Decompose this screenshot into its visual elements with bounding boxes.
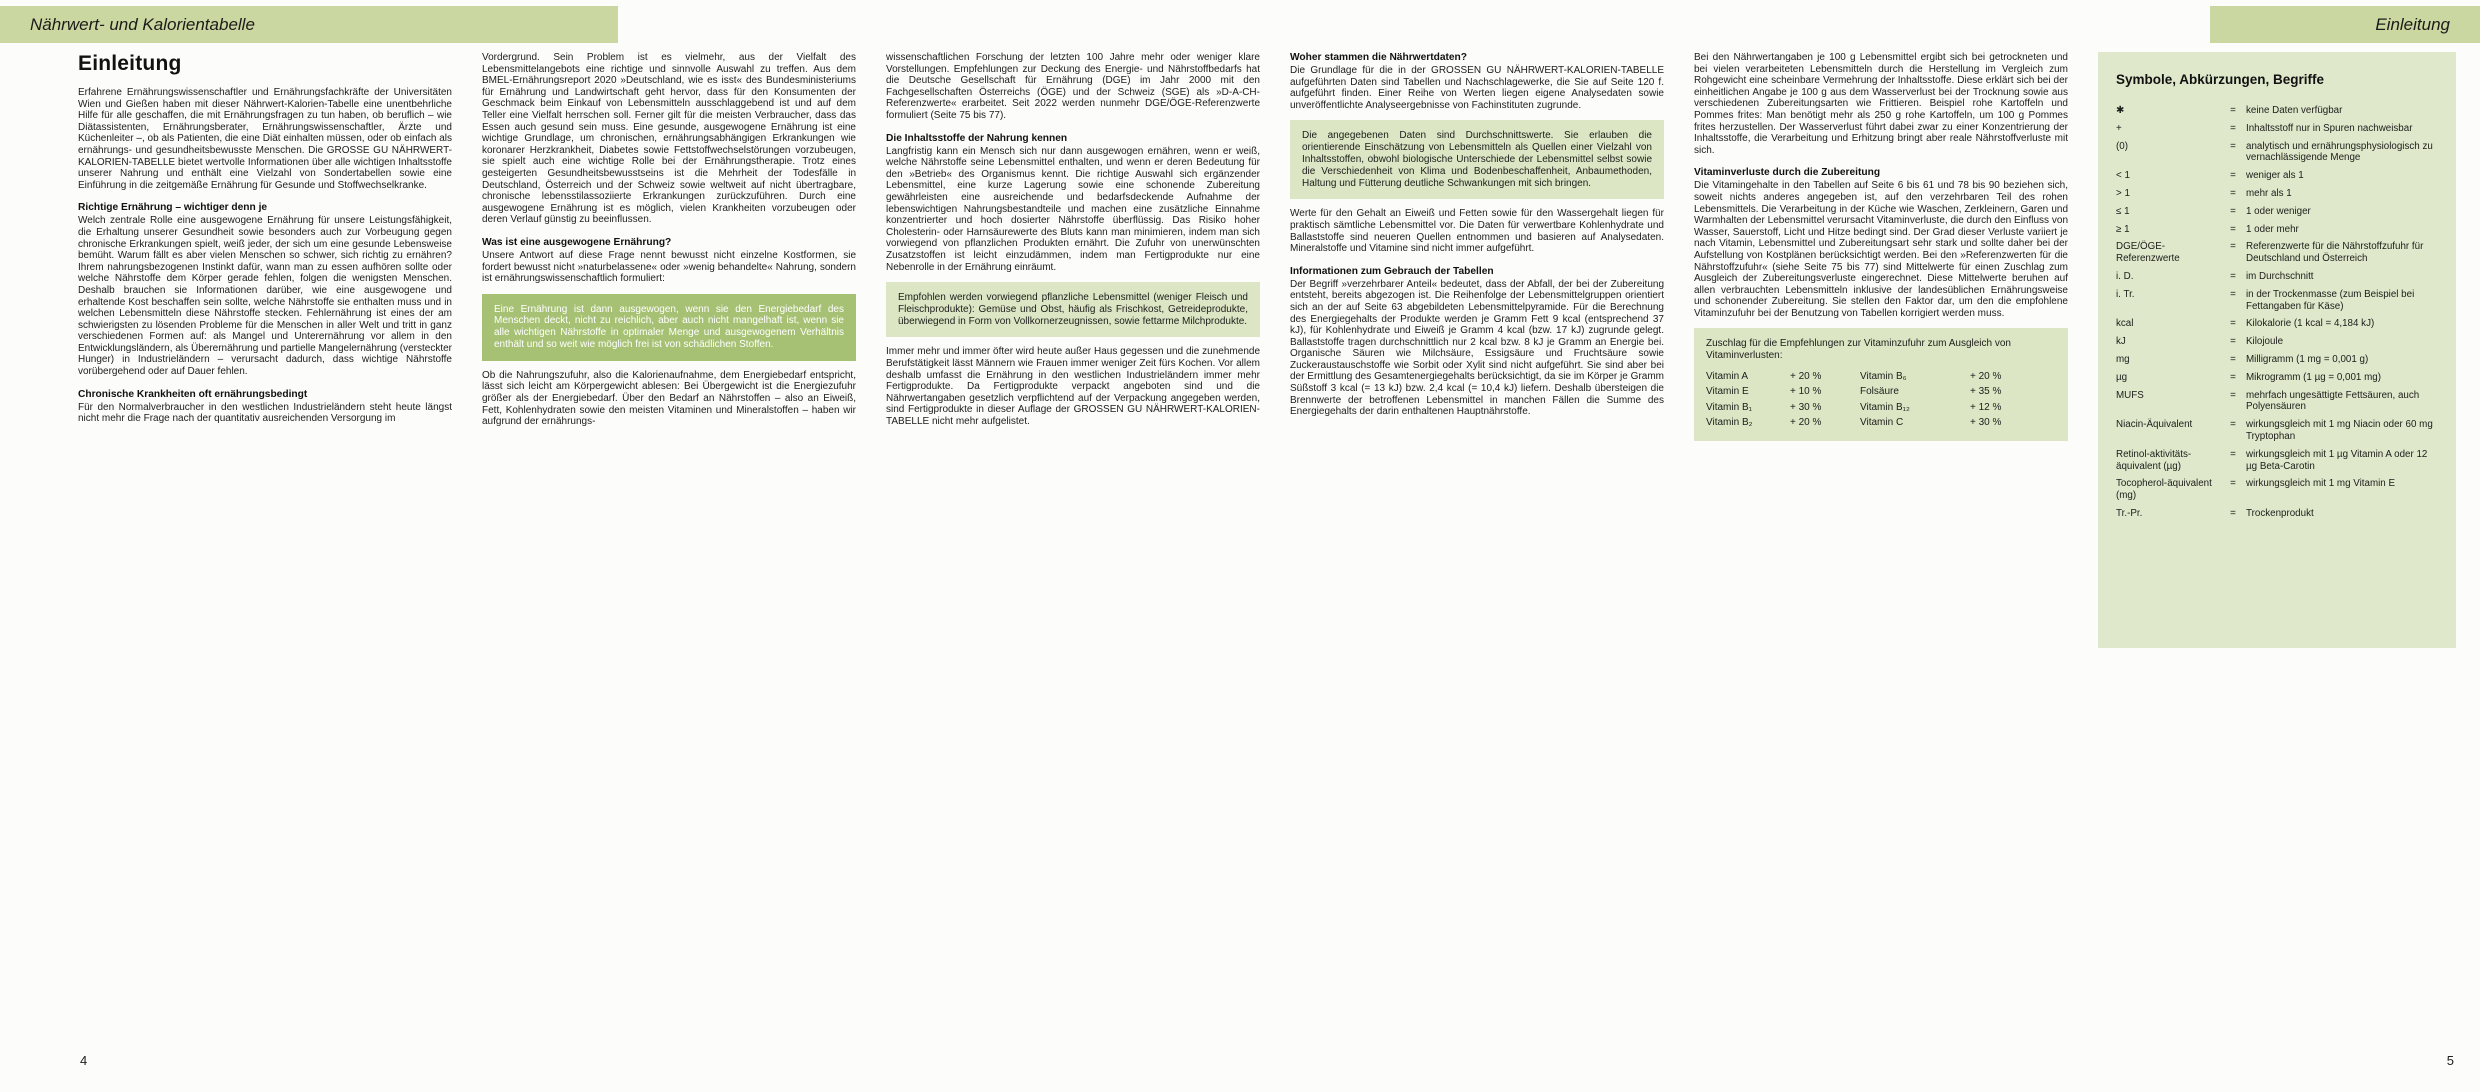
legend-symbol: Niacin-Äquivalent	[2116, 419, 2193, 431]
legend-row	[2116, 419, 2440, 443]
recommendation-box: Empfohlen werden vorwiegend pflanzliche Lebensmittel (weniger Fleisch und Fleischprodukte): Gemüse und Obst, häufig als Frischkost, Getreideprodukte, überwiegend in Form von Vollkornerzeugnissen, sowie fettarme Milchprodukte.	[886, 282, 1260, 337]
legend-definition: 1 oder mehr	[2246, 223, 2299, 235]
legend-row	[2116, 141, 2440, 165]
section-heading: Was ist eine ausgewogene Ernährung?	[482, 236, 672, 248]
vitamin-surcharge-value: + 35 %	[1970, 386, 2002, 398]
legend-row	[2116, 271, 2440, 283]
book-title: Nährwert- und Kalorientabelle	[30, 14, 255, 34]
legend-symbol: +	[2116, 122, 2122, 134]
paragraph: Unsere Antwort auf diese Frage nennt bewusst nicht einzelne Kostformen, sie fordert bewusst nicht »naturbelassene« oder »wenig behandelte« Nahrung, sondern ist ernährungswissenschaftlich formuliert:	[482, 249, 856, 285]
page-number-left: 4	[80, 1053, 88, 1068]
paragraph: Immer mehr und immer öfter wird heute außer Haus gegessen und die zunehmende Berufstätigkeit lässt Männern wie Frauen immer weniger Zeit fürs Kochen. Vor allem deshalb umfasst die Ernährung in den westlichen Industrieländern immer mehr Fertigprodukte. Da Fertigprodukte verpackt angeboten sind und die Nährwertangaben gesetzlich verpflichtend auf der Verpackung angegeben werden, sind Fertigprodukte in dieser Auflage der GROSSEN GU NÄHRWERT-KALORIEN-TABELLE nicht mehr aufgelistet.	[886, 346, 1260, 428]
section-heading: Richtige Ernährung – wichtiger denn je	[78, 202, 268, 214]
legend-row	[2116, 224, 2440, 236]
legend-symbol: kJ	[2116, 336, 2126, 348]
spread-content	[78, 52, 2456, 648]
section-heading: Chronische Krankheiten oft ernährungsbedingt	[78, 388, 308, 400]
legend-definition: mehr als 1	[2246, 187, 2292, 199]
vitamin-name: Vitamin C	[1860, 417, 1904, 429]
vitamin-surcharge-intro: Zuschlag für die Empfehlungen zur Vitaminzufuhr zum Ausgleich von Vitaminverlusten:	[1706, 338, 2011, 362]
legend-symbol: i. Tr.	[2116, 288, 2135, 300]
legend-row	[2116, 478, 2440, 502]
vitamin-surcharge-value: + 30 %	[1790, 401, 1822, 413]
running-head-left	[0, 6, 618, 43]
vitamin-surcharge-value: + 20 %	[1970, 370, 2002, 382]
vitamin-row	[1706, 400, 2056, 416]
running-head-right	[2210, 6, 2480, 43]
legend-definition: mehrfach ungesättigte Fettsäuren, auch Polyensäuren	[2246, 389, 2420, 413]
legend-rows	[2116, 105, 2440, 520]
legend-definition: im Durchschnitt	[2246, 270, 2314, 282]
vitamin-surcharge-value: + 20 %	[1790, 370, 1822, 382]
vitamin-surcharge-value: + 12 %	[1970, 401, 2002, 413]
legend-symbol: < 1	[2116, 170, 2130, 182]
legend-row	[2116, 390, 2440, 414]
equals-sign: =	[2230, 318, 2236, 330]
equals-sign: =	[2230, 353, 2236, 365]
legend-row	[2116, 508, 2440, 520]
legend-symbol: kcal	[2116, 318, 2134, 330]
vitamin-name: Vitamin B₂	[1706, 417, 1753, 429]
legend-row	[2116, 336, 2440, 348]
legend-row	[2116, 170, 2440, 182]
legend-definition: Referenzwerte für die Nährstoffzufuhr für Deutschland und Österreich	[2246, 241, 2424, 265]
legend-row	[2116, 241, 2440, 265]
column-1	[78, 52, 452, 425]
legend-row	[2116, 105, 2440, 117]
equals-sign: =	[2230, 140, 2236, 152]
paragraph: Erfahrene Ernährungswissenschaftler und Ernährungsfachkräfte der Universitäten Wien und Gießen haben mit dieser Nährwert-Kalorien-Tabelle eine unentbehrliche Hilfe für alle geschaffen, die mit Ernährungsfragen zu tun haben, ob beruflich – wie Diätassistenten, Ernährungsberater, Ernährungswissenschaftler, Ärzte und Küchenleiter –, ob als Patienten, die eine Diät einhalten müssen, oder ob einfach als ernährungs- und gesundheitsbewusste Menschen. Die GROSSE GU NÄHRWERT-KALORIEN-TABELLE bietet wertvolle Informationen über alle wichtigen Inhaltsstoffe unserer Nahrung und enthält eine Vielzahl von Sondertabellen sowie eine Einführung in die zeitgemäße Ernährung für Gesunde und Stoffwechselkranke.	[78, 87, 452, 191]
legend-row	[2116, 318, 2440, 330]
paragraph: Bei den Nährwertangaben je 100 g Lebensmittel ergibt sich bei getrockneten und bei vielen verarbeiteten Lebensmitteln durch die Herstellung im Vergleich zum Rohgewicht eine scheinbare Vermehrung der Inhaltsstoffe. Diese erklärt sich bei der einheitlichen Angabe je 100 g aus dem Wasserverlust bei der Trocknung sowie aus verschiedenen Zubereitungsarten wie Frittieren. Beispiel rohe Kartoffeln und Pommes frites: Man benötigt mehr als 250 g rohe Kartoffeln, um 100 g Pommes frites herzustellen. Der Wasserverlust führt dabei zwar zu einer Konzentrierung der Inhaltsstoffe, die Verarbeitung und Erhitzung bringt aber reale Nährstoffverluste mit sich.	[1694, 52, 2068, 156]
average-values-box: Die angegebenen Daten sind Durchschnittswerte. Sie erlauben die orientierende Einschätzung von Lebensmitteln als Quellen einer Vielzahl von Inhaltsstoffen, obwohl biologische Unterschiede der Lebensmittel selbst sowie die Verschiedenheit von Klima und Bodenbeschaffenheit, Anbaumethoden, Haltung und Fütterung deutliche Schwankungen mit sich bringen.	[1290, 120, 1664, 199]
legend-definition: Inhaltsstoff nur in Spuren nachweisbar	[2246, 122, 2413, 134]
equals-sign: =	[2230, 389, 2236, 401]
equals-sign: =	[2230, 478, 2236, 490]
intro-title: Einleitung	[78, 52, 182, 75]
section-heading: Woher stammen die Nährwertdaten?	[1290, 52, 1467, 63]
equals-sign: =	[2230, 270, 2236, 282]
equals-sign: =	[2230, 507, 2236, 519]
paragraph: Für den Normalverbraucher in den westlichen Industrieländern steht heute längst nicht mehr die Frage nach der quantitativ ausreichenden Versorgung im	[78, 401, 452, 425]
balanced-diet-definition-box: Eine Ernährung ist dann ausgewogen, wenn sie den Energiebedarf des Menschen deckt, nicht zu reichlich, aber auch nicht mangelhaft ist, wenn sie alle wichtigen Nährstoffe in optimaler Menge und ausgewogenem Verhältnis enthält und so weit wie möglich frei ist von schädlichen Stoffen.	[482, 294, 856, 361]
section-heading: Informationen zum Gebrauch der Tabellen	[1290, 265, 1494, 277]
legend-symbol: µg	[2116, 371, 2128, 383]
legend-row	[2116, 123, 2440, 135]
column-2	[482, 52, 856, 428]
column-3	[886, 52, 1260, 428]
legend-definition: wirkungsgleich mit 1 mg Niacin oder 60 mg Tryptophan	[2246, 419, 2433, 442]
legend-definition: Kilojoule	[2246, 336, 2284, 348]
vitamin-name: Vitamin B₆	[1860, 370, 1907, 382]
column-5	[1694, 52, 2068, 450]
vitamin-row	[1706, 384, 2056, 400]
legend-definition: 1 oder weniger	[2246, 205, 2311, 217]
vitamin-surcharge-box	[1694, 328, 2068, 440]
vitamin-name: Vitamin E	[1706, 386, 1749, 398]
legend-row	[2116, 372, 2440, 384]
equals-sign: =	[2230, 448, 2236, 460]
legend-definition: weniger als 1	[2246, 170, 2304, 182]
legend-symbol: > 1	[2116, 187, 2130, 199]
paragraph: Die Grundlage für die in der GROSSEN GU NÄHRWERT-KALORIEN-TABELLE aufgeführten Daten sind Tabellen und Nachschlagewerke, die Sie auf Seite 120 f. aufgeführt finden. Einer Reihe von Werten liegen eigene Analysedaten sowie unveröffentlichte Analyseergebnisse von Fachinstituten zugrunde.	[1290, 65, 1664, 111]
legend-symbol: Tocopherol-äquivalent (mg)	[2116, 478, 2212, 502]
equals-sign: =	[2230, 187, 2236, 199]
equals-sign: =	[2230, 371, 2236, 383]
legend-symbol: ✱	[2116, 105, 2125, 116]
column-4	[1290, 52, 1664, 418]
paragraph: Der Begriff »verzehrbarer Anteil« bedeutet, dass der Abfall, der bei der Zubereitung entsteht, bereits abgezogen ist. Die Reihenfolge der Lebensmittelgruppen orientiert sich an der auf Seite 63 abgebildeten Lebensmittelpyramide. Für die Berechnung des Energiegehalts der Produkte werden je Gramm Fett 9 kcal (entsprechend 37 kJ), für Kohlenhydrate und Eiweiß je Gramm 4 kcal (bzw. 17 kJ) zugrunde gelegt. Ballaststoffe tragen durchschnittlich nur 2 kcal bzw. 8 kJ je Gramm an Energie bei. Organische Säuren wie Milchsäure, Essigsäure und Fruchtsäure sowie Zuckeraustauschstoffe wie Sorbit oder Xylit sind nicht aufgeführt. Sie sind aber bei der Ermittlung des Gesamtenergiegehalts berücksichtigt, da sie im Körper je Gramm Süßstoff 3 kcal (= 13 kJ) bzw. 2,4 kcal (= 10,4 kJ) liefern. Deshalb übersteigen die Brennwerte der betroffenen Lebensmittel in manchen Fällen die Summe des Energiegehalts der darin enthaltenen Hauptnährstoffe.	[1290, 278, 1664, 418]
paragraph: wissenschaftlichen Forschung der letzten 100 Jahre mehr oder weniger klare Vorstellungen. Empfehlungen zur Deckung des Energie- und Nährstoffbedarfs hat die Deutsche Gesellschaft für Ernährung (DGE) im Jahr 2000 mit den Fachgesellschaften Österreichs (ÖGE) und der Schweiz (SGE) als »D-A-CH-Referenzwerte« erarbeitet. Seit 2022 werden nunmehr DGE/ÖGE-Referenzwerte formuliert (Seite 75 bis 77).	[886, 52, 1260, 121]
legend-definition: keine Daten verfügbar	[2246, 105, 2343, 116]
legend-symbol: i. D.	[2116, 270, 2134, 282]
legend-definition: Milligramm (1 mg = 0,001 g)	[2246, 353, 2369, 365]
equals-sign: =	[2230, 122, 2236, 134]
legend-symbol: MUFS	[2116, 389, 2144, 401]
vitamin-row	[1706, 369, 2056, 385]
vitamin-surcharge-value: + 10 %	[1790, 386, 1822, 398]
symbols-legend-panel	[2098, 52, 2456, 648]
vitamin-surcharge-table	[1706, 369, 2056, 431]
equals-sign: =	[2230, 419, 2236, 431]
legend-symbol: Tr.-Pr.	[2116, 507, 2143, 519]
equals-sign: =	[2230, 288, 2236, 300]
chapter-title: Einleitung	[2375, 14, 2450, 34]
legend-definition: Kilokalorie (1 kcal = 4,184 kJ)	[2246, 318, 2375, 330]
legend-definition: in der Trockenmasse (zum Beispiel bei Fettangaben für Käse)	[2246, 288, 2415, 312]
vitamin-name: Vitamin B₁₂	[1860, 401, 1910, 413]
vitamin-surcharge-value: + 20 %	[1790, 417, 1822, 429]
paragraph: Vordergrund. Sein Problem ist es vielmehr, aus der Vielfalt des Lebensmittelangebots eine richtige und sinnvolle Auswahl zu treffen. Aus dem BMEL-Ernährungsreport 2020 »Deutschland, wie es isst« des Bundesministeriums für Ernährung und Landwirtschaft geht hervor, dass für den Konsumenten der Geschmack beim Einkauf von Lebensmitteln ausschlaggebend ist und auf dem Teller eine Vielfalt herrschen soll. Ferner gilt für die meisten Verbraucher, dass das Essen auch gesund sein muss. Eine gesunde, ausgewogene Ernährung ist eine wichtige Grundlage, um chronischen, ernährungsabhängigen Erkrankungen wie koronarer Herzkrankheit, Diabetes sowie Fettstoffwechselstörungen vorzubeugen, sie spielt auch eine wichtige Rolle bei der Ernährungstherapie. Trotz eines gesteigerten Gesundheitsbewusstseins ist die Mehrheit der Todesfälle in Deutschland, Österreich und der Schweiz sowie weltweit auf nicht übertragbare, chronische lebensstilassoziierte Erkrankungen zurückzuführen. Durch eine ausgewogene Ernährung ist es möglich, vielen Krankheiten vorzubeugen oder deren Verlauf günstig zu beeinflussen.	[482, 52, 856, 226]
equals-sign: =	[2230, 105, 2236, 116]
legend-symbol: ≤ 1	[2116, 205, 2130, 217]
section-heading: Vitaminverluste durch die Zubereitung	[1694, 167, 1881, 179]
equals-sign: =	[2230, 241, 2236, 253]
legend-title: Symbole, Abkürzungen, Begriffe	[2116, 72, 2325, 87]
legend-definition: analytisch und ernährungsphysiologisch zu vernachlässigende Menge	[2246, 140, 2433, 164]
legend-symbol: Retinol-aktivitäts-äquivalent (µg)	[2116, 448, 2192, 472]
paragraph: Werte für den Gehalt an Eiweiß und Fetten sowie für den Wassergehalt liegen für praktisch sämtliche Lebensmittel vor. Die Daten für verwertbare Kohlenhydrate und Ballaststoffe sind neueren Quellen entnommen und basieren auf Analysedaten. Mineralstoffe und Vitamine sind nicht immer aufgeführt.	[1290, 208, 1664, 255]
equals-sign: =	[2230, 336, 2236, 348]
paragraph: Welch zentrale Rolle eine ausgewogene Ernährung für unsere Leistungsfähigkeit, die Erhaltung unserer Gesundheit sowie besonders auch zur Vorbeugung gegen chronische Erkrankungen spielt, weiß jeder, der sich um eine gesunde Lebensweise bemüht. Warum fällt es aber vielen Menschen so schwer, sich richtig zu ernähren? Ihrem nahrungsbezogenen Instinkt dafür, wann man zu essen aufhören sollte oder welche Nährstoffe dem Körper gerade fehlen, folgen die wenigsten Menschen. Deshalb brauchen sie Informationen darüber, wie eine ausgewogene und erhaltende Kost beschaffen sein sollte, welche Nährstoffe sie enthalten muss und in welchen Lebensmitteln diese Nährstoffe stecken. Fehlernährung ist eines der am schwierigsten zu lösenden Probleme für die Menschen in aller Welt und tritt in ganz verschiedenen Formen auf: als Mangel und Unterernährung vor allem in den Entwicklungsländern, als Überernährung und partielle Mangelernährung (versteckter Hunger) in Industrieländern – verursacht dadurch, dass wichtige Nährstoffe vorübergehend oder auf Dauer fehlen.	[78, 215, 452, 378]
legend-symbol: ≥ 1	[2116, 223, 2130, 235]
legend-definition: Mikrogramm (1 µg = 0,001 mg)	[2246, 371, 2381, 383]
vitamin-surcharge-value: + 30 %	[1970, 417, 2002, 429]
section-heading: Die Inhaltsstoffe der Nahrung kennen	[886, 132, 1068, 144]
legend-definition: wirkungsgleich mit 1 mg Vitamin E	[2246, 478, 2396, 490]
vitamin-name: Vitamin A	[1706, 370, 1749, 382]
legend-definition: wirkungsgleich mit 1 µg Vitamin A oder 12 µg Beta-Carotin	[2246, 448, 2428, 472]
vitamin-row	[1706, 415, 2056, 431]
vitamin-name: Folsäure	[1860, 386, 1899, 398]
legend-row	[2116, 449, 2440, 473]
legend-row	[2116, 289, 2440, 313]
legend-symbol: DGE/ÖGE-Referenzwerte	[2116, 241, 2180, 265]
legend-row	[2116, 206, 2440, 218]
paragraph: Langfristig kann ein Mensch sich nur dann ausgewogen ernähren, wenn er weiß, welche Nährstoffe seine Lebensmittel enthalten, und wenn er deren Bedeutung für den »Betrieb« des Organismus kennt. Die richtige Auswahl sich ergänzender Lebensmittel, eine kurze Lagerung sowie eine schonende Zubereitung gewährleisten eine ausreichende und bedarfsdeckende Aufnahme der lebenswichtigen Nahrungsbestandteile und machen eine zusätzliche Einnahme konzentrierter und hoch dosierter Nährstoffe überflüssig. Das Risiko hoher Cholesterin- oder Harnsäurewerte des Bluts kann man minimieren, indem man sich vorwiegend von pflanzlichen Produkten ernährt. Die Zufuhr von unerwünschten Zusatzstoffen ist leicht einzudämmen, indem man Fertigprodukte nur eine Nebenrolle in der Ernährung einräumt.	[886, 145, 1260, 273]
paragraph: Ob die Nahrungszufuhr, also die Kalorienaufnahme, dem Energiebedarf entspricht, lässt sich leicht am Körpergewicht ablesen: Bei Übergewicht ist die Energiezufuhr größer als der Energiebedarf. Über den Bedarf an Nährstoffen – also an Eiweiß, Fett, Kohlenhydraten sowie den meisten Vitaminen und Mineralstoffen – haben wir aufgrund der ernährungs-	[482, 369, 856, 428]
equals-sign: =	[2230, 205, 2236, 217]
page-number-right: 5	[2446, 1053, 2454, 1068]
paragraph: Die Vitamingehalte in den Tabellen auf Seite 6 bis 61 und 78 bis 90 beziehen sich, soweit nichts anderes angegeben ist, auf den verzehrbaren Teil des rohen Lebensmittels. Die Verarbeitung in der Küche wie Waschen, Zerkleinern, Garen und Warmhalten der Lebensmittel verursacht Vitaminverluste, die durch den Einfluss von Wasser, Sauerstoff, Licht und Hitze bedingt sind. Der Grad dieser Verluste variiert je nach Vitamin, Lebensmittel und Zubereitungsart sehr stark und sollte daher bei der Aufstellung von Kostplänen berücksichtigt werden. Bei den »Referenzwerten für die Nährstoffzufuhr« (siehe Seite 75 bis 77) sind Mittelwerte für einen Zuschlag zum Ausgleich der Zubereitungsverluste eingerechnet. Diese Mittelwerte beruhen auf allen verbrauchten Lebensmitteln inklusive der landesüblichen Ernährungsweise und schonender Zubereitung. Sie stellen den Faktor dar, um den die empfohlene Vitaminzufuhr bei der Benutzung von Tabellen korrigiert werden muss.	[1694, 180, 2068, 319]
legend-row	[2116, 188, 2440, 200]
equals-sign: =	[2230, 223, 2236, 235]
legend-definition: Trockenprodukt	[2246, 507, 2314, 519]
legend-symbol: (0)	[2116, 140, 2128, 152]
legend-symbol: mg	[2116, 353, 2130, 365]
legend-row	[2116, 354, 2440, 366]
equals-sign: =	[2230, 170, 2236, 182]
vitamin-name: Vitamin B₁	[1706, 401, 1752, 413]
